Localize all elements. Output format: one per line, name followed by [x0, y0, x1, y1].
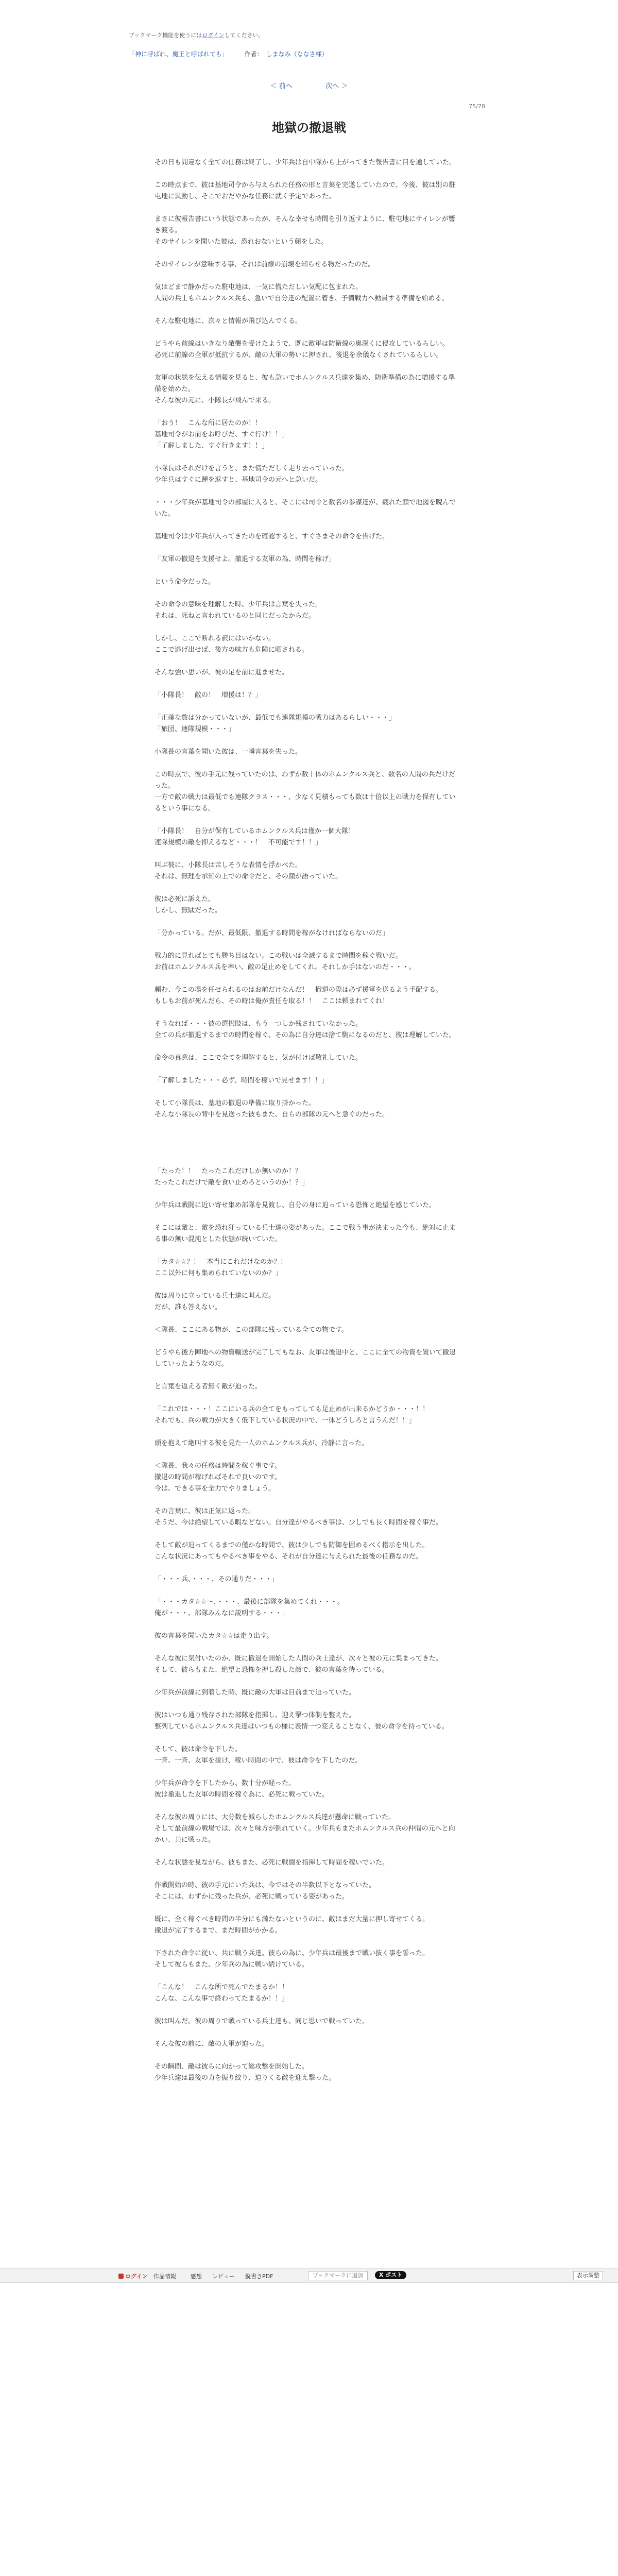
- paragraph: 彼の言葉を聞いたカタ☆☆は走り出す。: [154, 1632, 273, 1640]
- paragraph: そして、彼は命令を下した。 一斉、一斉、友軍を援け、稼い時間の中で、彼は命令を下したのだ。: [154, 1745, 362, 1765]
- paragraph: 戦力的に見ればとても勝ち目はない。この戦いは全滅するまで時間を稼ぐ戦いだ。 お前はホムンクルス兵を率い、敵の足止めをしてくれ。それしか手はないのだ・・・。: [154, 952, 416, 971]
- paragraph: 「おう！ こんな所に居たのか！！ 基地司令がお前をお呼びだ、すぐ行け！！」 「了解しました、すぐ行きます！！」: [154, 419, 289, 450]
- paragraph: 頭を抱えて絶叫する彼を見た一人のホムンクルス兵が、冷静に言った。: [154, 1439, 368, 1447]
- bookmark-button[interactable]: ブックマークに追加: [308, 2271, 368, 2280]
- login-notice: [129, 31, 264, 39]
- paragraph: 「たった！！ たったこれだけしか無いのか！？ たったこれだけで敵を食い止めろというのか！？」: [154, 1167, 309, 1187]
- paragraph: 「小隊長！ 敵の！ 増援は！？」: [154, 691, 262, 699]
- x-share-button[interactable]: X ポスト: [375, 2271, 406, 2279]
- chapter-title: 地獄の撤退戦: [272, 121, 346, 135]
- paragraph: この時点で、彼の手元に残っていたのは、わずか数十体のホムンクルス兵と、数名の人間の兵だけだった。 一方で敵の戦力は最低でも連隊クラス・・・、少なく見積もっても数は十倍以上の戦力を保有しているという事になる。: [154, 771, 456, 812]
- paragraph: この時点まで、彼は基地司令から与えられた任務の形と言葉を完遂していたので、今後、彼は別の駐屯地に異動し、そこでおだやかな任務に就く予定であった。: [154, 181, 456, 200]
- paragraph: 下された命令に従い、共に戦う兵達。彼らの為に、少年兵は最後まで戦い抜く事を誓った。 そして彼らもまた、少年兵の為に戦い続けている。: [154, 1950, 430, 1969]
- paragraph: 「正確な数は分かっていないが、最低でも連隊規模の戦力はあるらしい・・・」 「旅団、連隊規模・・・」: [154, 714, 396, 733]
- paragraph: 彼は周りに立っている兵士達に叫んだ。 だが、誰も答えない。: [154, 1292, 276, 1311]
- paragraph: そんな状態を見ながら、彼もまた、必死に戦闘を指揮して時間を稼いでいた。: [154, 1859, 389, 1867]
- paragraph: まさに彼報告書にいう状態であったが、そんな幸せも時間を引り返すように、駐屯地にサイレンが響き渡る。 そのサイレンを聞いた彼は、恐れおないという顔をした。: [154, 215, 455, 246]
- scene-break: [154, 1132, 458, 1166]
- paragraph: 彼は叫んだ。彼の周りで戦っている兵士達も、同じ思いで戦っていた。: [154, 2018, 369, 2025]
- review-link[interactable]: レビュー: [212, 2273, 235, 2280]
- paragraph: 「・・・兵、・・・、その通りだ・・・」: [154, 1575, 279, 1583]
- paragraph: そんな彼に気付いたのか、既に撤退を開始した人間の兵士達が、次々と彼の元に集まってきた。 そして、彼らもまた、絶望と恐怖を押し殺した顔で、彼の言葉を待っている。: [154, 1655, 443, 1674]
- paragraph: 少年兵が前線に到着した時、既に敵の大軍は目前まで迫っていた。: [154, 1689, 356, 1697]
- author-link[interactable]: しまなみ（ななさ様）: [266, 50, 328, 58]
- paragraph: その瞬間、敵は彼らに向かって総攻撃を開始した。 少年兵達は最後の力を振り絞り、迫りくる敵を迎え撃った。: [154, 2063, 336, 2082]
- paragraph: 小隊長の言葉を聞いた彼は、一瞬言葉を失った。: [154, 748, 302, 756]
- paragraph: ・・・少年兵が基地司令の部屋に入ると、そこには司令と数名の参謀達が、疲れた顔で地図を睨んでいた。: [154, 499, 456, 518]
- paragraph: 「・・・カタ☆☆〜、・・・、最後に部隊を集めてくれ・・・。 俺が・・・、部隊みんなに説明する・・・」: [154, 1598, 344, 1617]
- paragraph: 「こんな！ こんな所で死んでたまるか！！ こんな、こんな事で終わってたまるか！！」: [154, 1984, 289, 2003]
- paragraph: そんな駐屯地に、次々と情報が飛び込んでくる。: [154, 317, 302, 325]
- paragraph: 「これでは・・・！ここにいる兵の全てをもってしても足止めが出来るかどうか・・・！！ それでも、兵の戦力が大きく低下している状況の中で、一体どうしろと言うんだ！！」: [154, 1405, 430, 1425]
- paragraph: 基地司令は少年兵が入ってきたのを確認すると、すぐさまその命令を告げた。: [154, 533, 389, 540]
- login-link[interactable]: ログイン: [202, 32, 225, 39]
- paragraph: どうやら前線はいきなり敵襲を受けたようで、既に敵軍は防衛線の奥深くに侵攻しているらしい。 必死に前線の全軍が抵抗するが、敵の大軍の勢いに押され、後退を余儀なくされているらしい。: [154, 340, 449, 359]
- vertical-pdf-link[interactable]: 縦書きPDF: [245, 2273, 273, 2280]
- paragraph: 既に、全く稼ぐべき時間の半分にも満たないというのに、敵はまだ大量に押し寄せてくる。 撤退が完了するまで、まだ時間がかかる。: [154, 1916, 430, 1935]
- paragraph: 少年兵は戦闘に近い寄せ集め部隊を見渡し、自分の身に迫っている恐怖と絶望を感じていた。: [154, 1201, 436, 1209]
- paragraph: その日も間違なく全ての仕務は終了し、少年兵は自中隊から上がってきた報告書に目を通していた。: [154, 159, 456, 166]
- paragraph: そんな強い思いが、彼の足を前に進ませた。: [154, 669, 289, 676]
- paragraph: そして敵が迫ってくるまでの僅かな時間で、彼は少しでも防御を固めるべく指示を出した。 こんな状況にあってもやるべき事をやる、それが自分達に与えられた最後の任務なのだ。: [154, 1541, 429, 1561]
- paragraph: 「友軍の撤退を支援せよ。撤退する友軍の為、時間を稼げ」: [154, 555, 336, 563]
- display-settings-button[interactable]: 表示調整: [573, 2271, 603, 2280]
- paragraph: その言葉に、彼は正気に返った。 そうだ、今は絶望している暇などない。自分達がやるべき事は、少しでも長く時間を稼ぐ事だ。: [154, 1507, 443, 1527]
- paragraph: 彼は必死に訴えた。 しかし、無駄だった。: [154, 895, 222, 914]
- paragraph: どうやら後方陣地への物資輸送が完了してもなお、友軍は後退中と、ここに全ての物資を置いて撤退していったようなのだ。: [154, 1349, 456, 1368]
- paragraph: そんな彼の周りには、大分数を減らしたホムンクルス兵達が懸命に戦っていた。 そして最前線の戦場では、次々と味方が倒れていく。少年兵もまたホムンクルス兵の仲間の元へと向かい、共に戦った。: [154, 1814, 455, 1844]
- impressions-link[interactable]: 感想: [191, 2273, 202, 2280]
- novel-body: [154, 157, 458, 2095]
- paragraph: 彼はいつも通り残存された部隊を指揮し、迎え撃つ体制を整えた。 整列しているホムンクルス兵達はいつもの様に表情一つ変えることなく、彼の命令を待っている。: [154, 1711, 449, 1731]
- login-notice-prefix: ブックマーク機能を使うには: [129, 32, 202, 39]
- paragraph: 気はどまで静かだった駐屯地は、一気に慌ただしい気配に包まれた。 人間の兵士もホムンクルス兵も、急いで自分達の配置に着き、予備戦力へ動員する準備を始める。: [154, 283, 449, 302]
- paragraph: そこには敵と、敵を恐れ狂っている兵士達の姿があった。ここで戦う事が決まった今も、絶対に止まる事の無い混沌とした状態が続いていた。: [154, 1224, 456, 1243]
- paragraph: そして小隊長は、基地の撤退の準備に取り掛かった。 そんな小隊長の背中を見送った彼もまた、自らの部隊の元へと急ぐのだった。: [154, 1099, 389, 1118]
- paragraph: そのサイレンが意味する事、それは前線の崩壊を知らせる物だったのだ。: [154, 261, 375, 268]
- login-label: ログイン: [125, 2273, 148, 2280]
- paragraph: 頼む、今この場を任せられるのはお前だけなんだ！ 撤退の際は必ず援軍を送るよう手配する。 もしもお前が死んだら、その時は俺が責任を取る！！ ここは頼まれてくれ！: [154, 986, 443, 1005]
- prev-chapter-link[interactable]: ＜ 前へ: [270, 82, 293, 90]
- paragraph: 少年兵が命令を下したから、数十分が経った。 彼は撤退した友軍の時間を稼ぐ為に、必死に戦っていた。: [154, 1780, 329, 1799]
- paragraph: そんな彼の前に、敵の大軍が迫った。: [154, 2040, 269, 2048]
- paragraph: 作戦開始の時、彼の手元にいた兵は、今ではその半数以下となっていた。 そこには、わずかに残った兵が、必死に戦っている姿があった。: [154, 1882, 376, 1901]
- paragraph: 「分かっている。だが、最低限、撤退する時間を稼がなければならないのだ」: [154, 929, 389, 937]
- paragraph: 友軍の状態を伝える情報を見ると、彼も急いでホムンクルス兵達を集め、防衛準備の為に増援する準備を始めた。 そんな彼の元に、小隊長が飛んで来る。: [154, 374, 455, 404]
- paragraph: しかし、ここで断れる訳にはいかない。 ここで逃げ出せば、後方の味方も危険に晒される。: [154, 635, 309, 654]
- work-info-link[interactable]: 作品情報: [153, 2273, 176, 2280]
- paragraph: ＜隊長、我々の任務は時間を稼ぐ事です。 撤退の時間が稼げればそれで良いのです。 今は、できる事を全力でやりましょう。: [154, 1462, 281, 1493]
- next-chapter-link[interactable]: 次へ ＞: [325, 82, 348, 90]
- paragraph: 「カタ☆☆？！ 本当にこれだけなのか？！ ここ以外に何も集められていないのか？」: [154, 1258, 287, 1277]
- series-info: [129, 49, 328, 58]
- paragraph: そうなれば・・・彼の選択肢は、もう一つしか残されていなかった。 全ての兵が撤退するまでの時間を稼ぐ、その為に自分達は捨て駒になるのだと、彼は理解していた。: [154, 1020, 456, 1039]
- paragraph: 命令の真意は、ここで全てを理解すると、気が付けば敬礼していた。: [154, 1054, 363, 1062]
- login-notice-suffix: してください。: [224, 32, 264, 39]
- bottom-toolbar: [0, 2268, 618, 2283]
- paragraph: 小隊長はそれだけを言うと、また慌ただしく走り去っていった。 少年兵はすぐに踵を返すと、基地司令の元へと急いだ。: [154, 465, 349, 484]
- chapter-nav-top: [0, 80, 618, 90]
- paragraph: 叫ぶ彼に、小隊長は苦しそうな表情を浮かべた。 それは、無理を承知の上での命令だと、その顔が語っていた。: [154, 861, 342, 880]
- page-number: 75/78: [469, 103, 485, 110]
- login-button[interactable]: [118, 2272, 147, 2280]
- paragraph: その命令の意味を理解した時、少年兵は言葉を失った。 それは、死ねと言われているのと同じだったからだ。: [154, 601, 322, 620]
- author-label: 作者：: [244, 50, 263, 58]
- paragraph: 「了解しました・・・必ず、時間を稼いで見せます！！」: [154, 1077, 328, 1084]
- paragraph: という命令だった。: [154, 578, 215, 586]
- paragraph: ＜隊長、ここにある物が、この部隊に残っている全ての物です。: [154, 1326, 348, 1334]
- paragraph: と言葉を返える者無く敵が迫った。: [154, 1383, 262, 1391]
- login-icon: [118, 2274, 124, 2279]
- paragraph: 「小隊長！ 自分が保有しているホムンクルス兵は僅か一個大隊！ 連隊規模の敵を抑えるなど・・・！ 不可能です！！」: [154, 827, 355, 846]
- series-title-link[interactable]: 「神に呼ばれ、魔王と呼ばれても」: [129, 50, 228, 58]
